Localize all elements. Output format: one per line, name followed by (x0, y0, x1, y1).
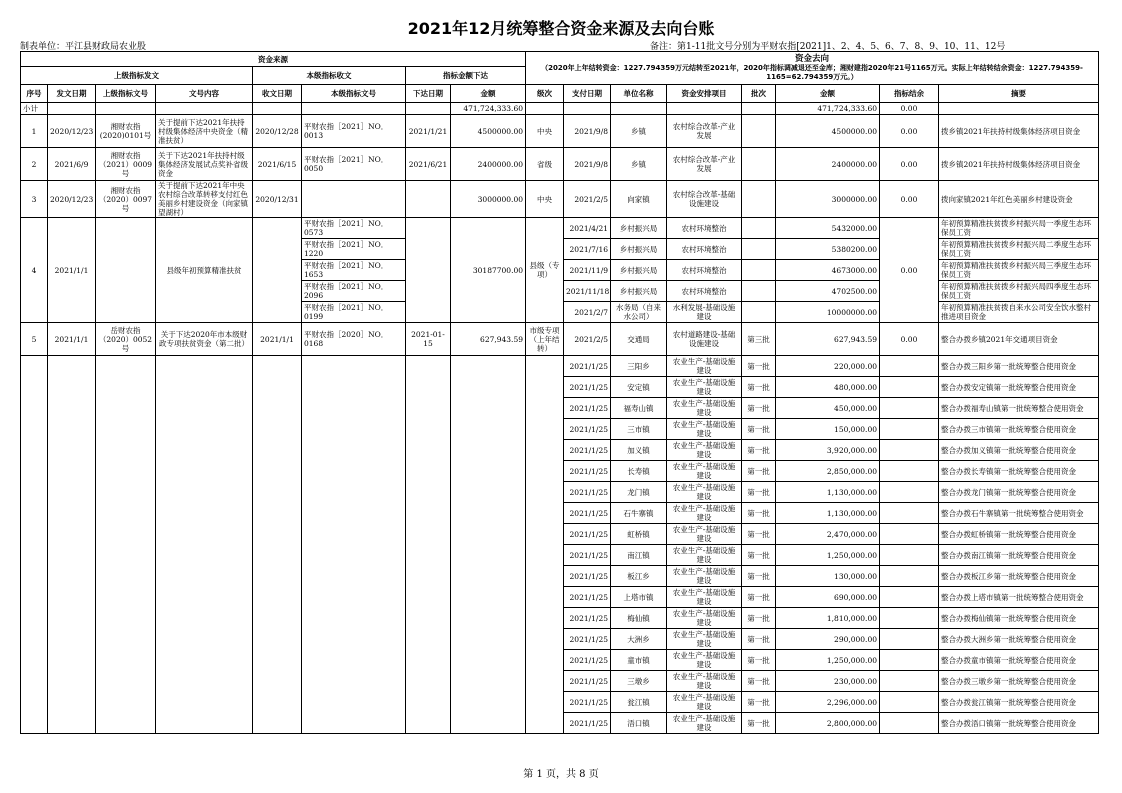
page-title: 2021年12月统筹整合资金来源及去向台账 (407, 19, 715, 38)
table-row: 2 2021/6/9 湘财农指（2021）0009号 关于下达2021年扶持村级集体经济发展试点奖补省级资金 2021/6/15 平财农指［2021］NO．0050 2021/6/21 2400000.00 省级 2021/9/8 乡镇 农村综合改革-产业发展 2400000.00 0.00 拨乡镇2021年扶持村级集体经济项目资金 (21, 148, 1099, 181)
subtotal-balance: 0.00 (880, 103, 939, 115)
column-header: 级次 (526, 85, 564, 103)
table-row: 3 2020/12/23 湘财农指（2020）0097号 关于提前下达2021年中央农村综合改革转移支付红色美丽乡村建设资金（向家镇望湖村） 2020/12/31 3000000.00 中央 2021/2/5 向家镇 农村综合改革-基础设施建设 3000000.00 0.00 拨向家镇2021年红色美丽乡村建设资金 (21, 181, 1099, 218)
column-header: 收文日期 (253, 85, 302, 103)
table-row: 5 2021/1/1 岳财农指（2020）0052号 关于下达2020年市本级财政专项扶贫资金（第二批） 2021/1/1 平财农指［2020］NO．0168 2021-01-15 627,943.59 市级专项（上年结转） 2021/2/5 交通局 农村道路建设-基础设施建设 第三批 627,943.59 0.00 整合办拨乡镇2021年交通项目资金 (21, 323, 1099, 356)
column-header: 支付日期 (564, 85, 611, 103)
column-header: 本级指标文号 (302, 85, 406, 103)
column-header: 下达日期 (406, 85, 451, 103)
table-row: 2021/1/25 瓮江镇 农业生产-基础设施建设 第一批 2,296,000.00 整合办拨瓮江镇第一批统筹整合使用资金 (21, 692, 1099, 713)
column-header: 摘要 (939, 85, 1099, 103)
table-row: 平财农指［2021］NO．1220 2021/7/16 乡村振兴局 农村环境整治 5380200.00 年初预算精准扶贫拨乡村振兴局二季度生态环保员工资 (21, 239, 1099, 260)
column-header: 单位名称 (611, 85, 667, 103)
table-row: 2021/1/25 石牛寨镇 农业生产-基础设施建设 第一批 1,130,000.00 整合办拨石牛寨镇第一批统筹整合使用资金 (21, 503, 1099, 524)
table-row (21, 103, 1099, 115)
column-header: 资金安排项目 (667, 85, 742, 103)
source-header: 资金来源 (21, 52, 526, 67)
table-row: 2021/1/25 大洲乡 农业生产-基础设施建设 第一批 290,000.00 整合办拨大洲乡第一批统筹整合使用资金 (21, 629, 1099, 650)
unit-label: 制表单位：平江县财政局农业股 (20, 42, 147, 52)
table-row: 2021/1/25 福寿山镇 农业生产-基础设施建设 第一批 450,000.00 整合办拨福寿山镇第一批统筹整合使用资金 (21, 398, 1099, 419)
subtotal-label: 小计 (21, 103, 48, 115)
subtotal-out-amount: 471,724,333.60 (776, 103, 880, 115)
table-row: 2021/1/25 虹桥镇 农业生产-基础设施建设 第一批 2,470,000.00 整合办拨虹桥镇第一批统筹整合使用资金 (21, 524, 1099, 545)
table-row: 平财农指［2021］NO．2096 2021/11/18 乡村振兴局 农村环境整治 4702500.00 年初预算精准扶贫拨乡村振兴局四季度生态环保员工资 (21, 281, 1099, 302)
table-row: 2021/1/25 加义镇 农业生产-基础设施建设 第一批 3,920,000.00 整合办拨加义镇第一批统筹整合使用资金 (21, 440, 1099, 461)
column-header: 金额 (451, 85, 526, 103)
table-row: 2021/1/25 三墩乡 农业生产-基础设施建设 第一批 230,000.00 整合办拨三墩乡第一批统筹整合使用资金 (21, 671, 1099, 692)
table-row: 2021/1/25 板江乡 农业生产-基础设施建设 第一批 130,000.00 整合办拨板江乡第一批统筹整合使用资金 (21, 566, 1099, 587)
column-header: 上级指标文号 (96, 85, 156, 103)
column-header: 文号内容 (156, 85, 253, 103)
table-row: 2021/1/25 安定镇 农业生产-基础设施建设 第一批 480,000.00 整合办拨安定镇第一批统筹整合使用资金 (21, 377, 1099, 398)
table-row: 2021/1/25 三市镇 农业生产-基础设施建设 第一批 150,000.00 整合办拨三市镇第一批统筹整合使用资金 (21, 419, 1099, 440)
upper-header: 上级指标发文 (21, 67, 253, 85)
table-row: 1 2020/12/23 湘财农指(2020)0101号 关于提前下达2021年扶持村级集体经济中央资金（精准扶贫） 2020/12/28 平财农指［2021］NO．0013 2021/1/21 4500000.00 中央 2021/9/8 乡镇 农村综合改革-产业发展 4500000.00 0.00 拨乡镇2021年扶持村级集体经济项目资金 (21, 115, 1099, 148)
column-header: 发文日期 (48, 85, 96, 103)
ledger-table (20, 51, 1099, 734)
table-row: 2021/1/25 上塔市镇 农业生产-基础设施建设 第一批 690,000.00 整合办拨上塔市镇第一批统筹整合使用资金 (21, 587, 1099, 608)
page-footer: 第 1 页，共 8 页 (523, 769, 599, 780)
table-row: 2021/1/25 童市镇 农业生产-基础设施建设 第一批 1,250,000.00 整合办拨童市镇第一批统筹整合使用资金 (21, 650, 1099, 671)
table-row: 2021/1/25 浯口镇 农业生产-基础设施建设 第一批 2,800,000.00 整合办拨浯口镇第一批统筹整合使用资金 (21, 713, 1099, 734)
table-row: 2021/1/25 三阳乡 农业生产-基础设施建设 第一批 220,000.00 整合办拨三阳乡第一批统筹整合使用资金 (21, 356, 1099, 377)
column-header: 金额 (776, 85, 880, 103)
table-row: 平财农指［2021］NO．1653 2021/11/9 乡村振兴局 农村环境整治 4673000.00 年初预算精准扶贫拨乡村振兴局三季度生态环保员工资 (21, 260, 1099, 281)
column-header: 指标结余 (880, 85, 939, 103)
dest-header: 资金去向 （2020年上年结转资金：1227.794359万元结转至2021年，2020年指标调减退还至金库；湘财建指2020年21号1165万元。实际上年结转结余资金：1227.794359-1165=62.794359万元。） (526, 52, 1099, 85)
table-row: 2021/1/25 龙门镇 农业生产-基础设施建设 第一批 1,130,000.00 整合办拨龙门镇第一批统筹整合使用资金 (21, 482, 1099, 503)
column-header: 批次 (742, 85, 776, 103)
local-header: 本级指标收文 (253, 67, 406, 85)
table-row: 平财农指［2021］NO．0199 2021/2/7 水务局（自来水公司） 水利发展-基础设施建设 10000000.00 年初预算精准扶贫拨自来水公司安全饮水整村推进项目资金 (21, 302, 1099, 323)
alloc-header: 指标金额下达 (406, 67, 526, 85)
table-row: 2021/1/25 梅仙镇 农业生产-基础设施建设 第一批 1,810,000.00 整合办拨梅仙镇第一批统筹整合使用资金 (21, 608, 1099, 629)
column-header: 序号 (21, 85, 48, 103)
table-row: 2021/1/25 长寿镇 农业生产-基础设施建设 第一批 2,850,000.00 整合办拨长寿镇第一批统筹整合使用资金 (21, 461, 1099, 482)
table-row: 2021/1/25 南江镇 农业生产-基础设施建设 第一批 1,250,000.00 整合办拨南江镇第一批统筹整合使用资金 (21, 545, 1099, 566)
batch-note: 备注：第1-11批文号分别为平财农指[2021]1、2、4、5、6、7、8、9、10、11、12号 (650, 42, 1006, 52)
subtotal-amount: 471,724,333.60 (451, 103, 526, 115)
table-row: 4 2021/1/1 县级年初预算精准扶贫 平财农指［2021］NO．0573 30187700.00 县级（专项） 2021/4/21 乡村振兴局 农村环境整治 5432000.00 0.00 年初预算精准扶贫拨乡村振兴局一季度生态环保员工资 (21, 218, 1099, 239)
